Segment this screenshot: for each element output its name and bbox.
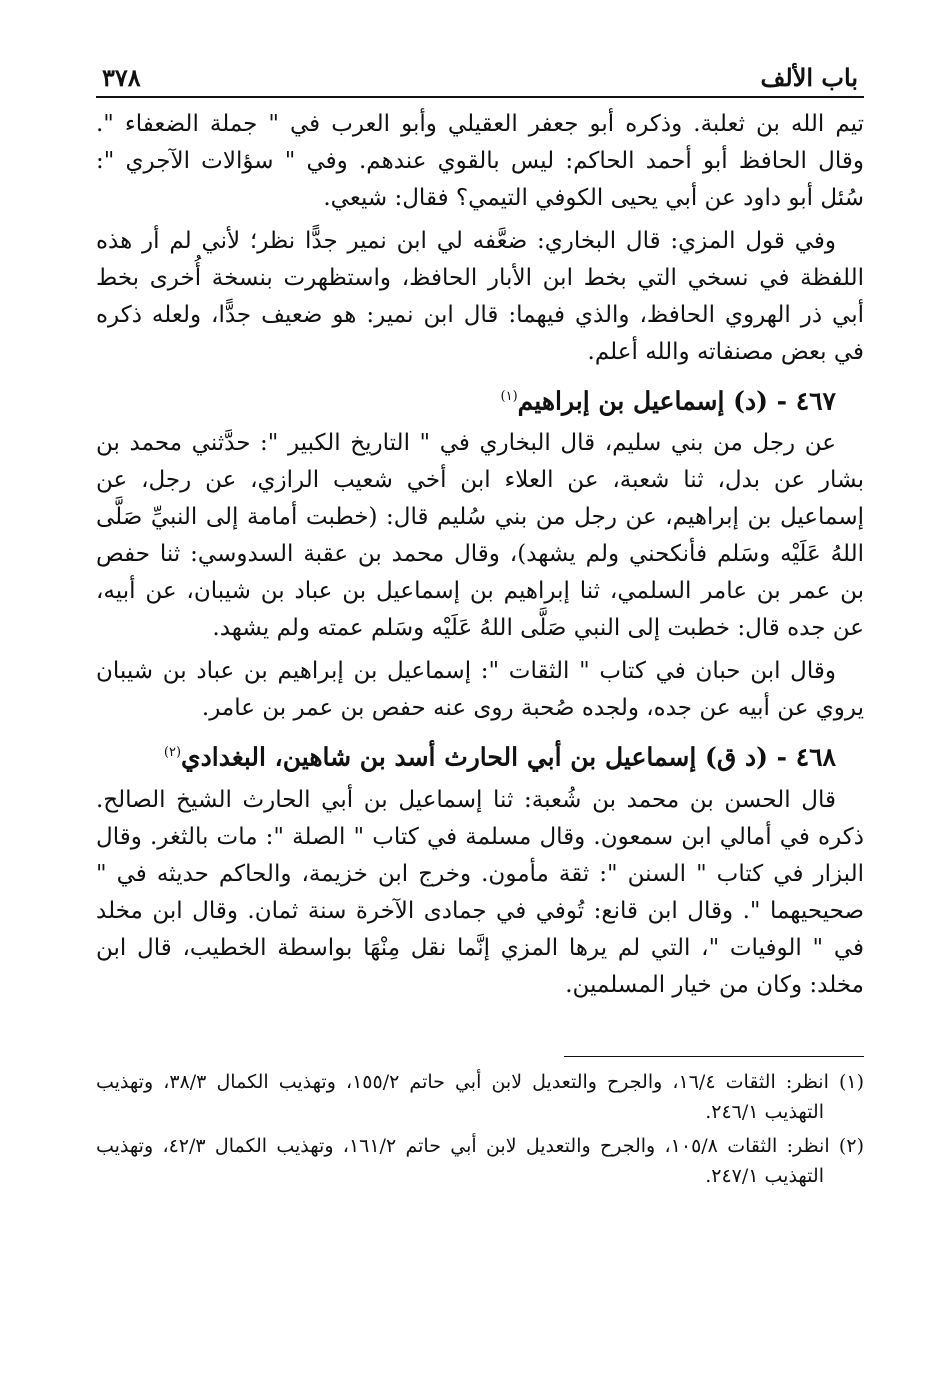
page-header xyxy=(96,56,864,92)
entry-title-text: ٤٦٨ - (د ق) إسماعيل بن أبي الحارث أسد بن شاهين، البغدادي xyxy=(181,742,836,772)
entry-title-text: ٤٦٧ - (د) إسماعيل بن إبراهيم xyxy=(517,386,836,416)
footnote-1: (١) انظر: الثقات ١٦/٤، والجرح والتعديل لابن أبي حاتم ١٥٥/٢، وتهذيب الكمال ٣٨/٣، وتهذيب التهذيب ٢٤٦/١. xyxy=(96,1070,864,1123)
entry-468-paragraph: قال الحسن بن محمد بن شُعبة: ثنا إسماعيل بن أبي الحارث الشيخ الصالح. ذكره في أمالي ابن سمعون. وقال مسلمة في كتاب " الصلة ": مات بالثغر. وقال البزار في كتاب " السنن ": ثقة مأمون. وخرج ابن خزيمة، والحاكم حديثه في " صحيحيهما ". وقال ابن قانع: تُوفي في جمادى الآخرة سنة ثمان. وقال ابن مخلد في " الوفيات "، التي لم يرها المزي إنَّما نقل مِنْهَا بواسطة الخطيب، قال ابن مخلد: وكان من خيار المسلمين. xyxy=(96,786,864,998)
footnote-ref: (٢) xyxy=(163,745,182,761)
entry-467-paragraph: وقال ابن حبان في كتاب " الثقات ": إسماعيل بن إبراهيم بن عباد بن شيبان يروي عن أبيه عن جده، ولجده صُحبة روى عنه حفص بن عمر بن عامر. xyxy=(96,658,864,722)
continued-paragraph: تيم الله بن ثعلبة. وذكره أبو جعفر العقيلي وأبو العرب في " جملة الضعفاء ". وقال الحافظ أبو أحمد الحاكم: ليس بالقوي عندهم. وفي " سؤالات الآجري ": سُئل أبو داود عن أبي يحيى الكوفي التيمي؟ فقال: شيعي. xyxy=(96,111,864,211)
section-title: باب الألف xyxy=(760,63,858,92)
page-number: ٣٧٨ xyxy=(102,63,141,92)
entry-467-paragraph: عن رجل من بني سليم، قال البخاري في " التاريخ الكبير ": حدَّثني محمد بن بشار عن بدل، ثنا شعبة، عن العلاء ابن أخي شعيب الرازي، عن رجل، عن إسماعيل بن إبراهيم، عن رجل من بني سُليم قال: (خطبت أمامة إلى النبيِّ صَلَّى اللهُ عَلَيْه وسَلم فأنكحني ولم يشهد)، وقال محمد بن عقبة السدوسي: ثنا حفص بن عمر بن عامر السلمي، ثنا إبراهيم بن إسماعيل بن عباد بن شيبان، عن أبيه، عن جده قال: خطبت إلى النبي صَلَّى اللهُ عَلَيْه وسَلم عمته ولم يشهد. xyxy=(96,430,864,642)
commentary-paragraph: وفي قول المزي: قال البخاري: ضعَّفه لي ابن نمير جدًّا نظر؛ لأني لم أر هذه اللفظة في نسخي التي بخط ابن الأبار الحافظ، واستظهرت بنسخة أُخرى بخط أبي ذر الهروي الحافظ، والذي فيهما: قال ابن نمير: هو ضعيف جدًّا، ولعله ذكره في بعض مصنفاته والله أعلم. xyxy=(96,228,864,365)
header-divider xyxy=(96,96,864,98)
footnote-ref: (١) xyxy=(500,389,518,404)
footnote-divider xyxy=(564,1056,864,1057)
footnote-2: (٢) انظر: الثقات ١٠٥/٨، والجرح والتعديل لابن أبي حاتم ١٦١/٢، وتهذيب الكمال ٤٢/٣، وتهذيب التهذيب ٢٤٧/١. xyxy=(96,1134,864,1187)
entry-title-467 xyxy=(96,377,836,421)
entry-title-468 xyxy=(96,733,836,777)
book-page xyxy=(96,56,864,1195)
